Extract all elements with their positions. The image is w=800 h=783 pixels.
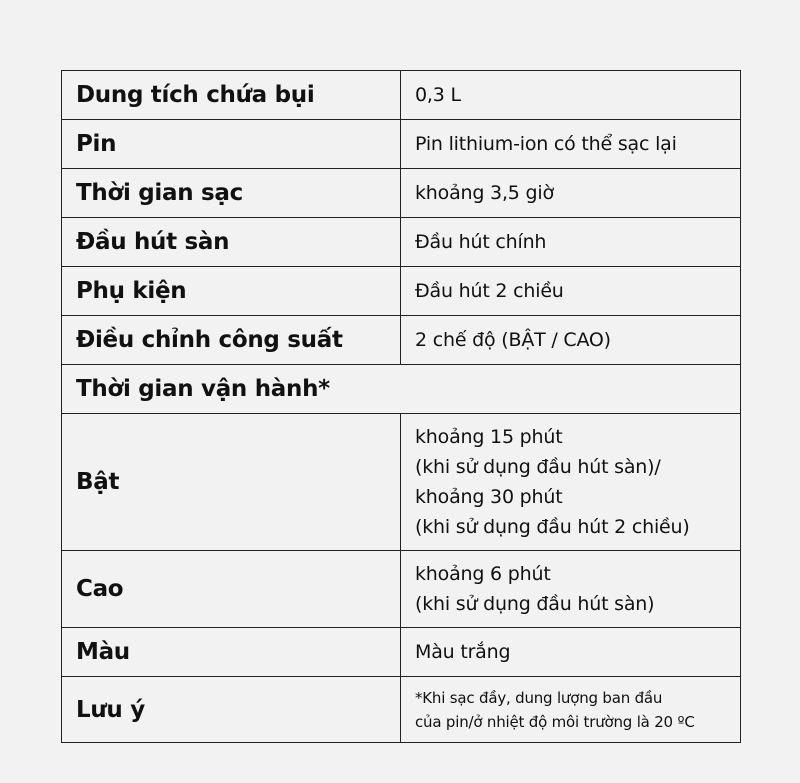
spec-label: Màu — [62, 628, 401, 677]
spec-table — [61, 70, 741, 743]
spec-label: Cao — [62, 551, 401, 628]
spec-row-on-mode — [62, 414, 741, 551]
spec-value-multiline — [401, 414, 741, 551]
spec-label: Lưu ý — [62, 677, 401, 743]
spec-value: Đầu hút chính — [401, 218, 741, 267]
spec-row-high-mode — [62, 551, 741, 628]
value-line: khoảng 15 phút — [415, 426, 563, 448]
value-line: (khi sử dụng đầu hút sàn)/ — [415, 456, 661, 478]
spec-row-charge-time — [62, 169, 741, 218]
spec-value: Màu trắng — [401, 628, 741, 677]
spec-label: Pin — [62, 120, 401, 169]
spec-value: khoảng 3,5 giờ — [401, 169, 741, 218]
spec-row-power-mode — [62, 316, 741, 365]
spec-label: Bật — [62, 414, 401, 551]
spec-row-accessory — [62, 267, 741, 316]
value-line: khoảng 30 phút — [415, 486, 563, 508]
spec-row-battery — [62, 120, 741, 169]
spec-row-dust-capacity — [62, 71, 741, 120]
spec-row-note — [62, 677, 741, 743]
spec-value: Pin lithium-ion có thể sạc lại — [401, 120, 741, 169]
spec-value: 2 chế độ (BẬT / CAO) — [401, 316, 741, 365]
spec-label: Thời gian sạc — [62, 169, 401, 218]
spec-value: Đầu hút 2 chiều — [401, 267, 741, 316]
value-line: (khi sử dụng đầu hút 2 chiều) — [415, 516, 690, 538]
note-value-multiline — [401, 677, 741, 743]
value-line: (khi sử dụng đầu hút sàn) — [415, 593, 655, 615]
spec-value-multiline — [401, 551, 741, 628]
spec-label: Dung tích chứa bụi — [62, 71, 401, 120]
note-line: của pin/ở nhiệt độ môi trường là 20 ºC — [415, 712, 695, 731]
spec-row-floor-head — [62, 218, 741, 267]
section-row-operation-time — [62, 365, 741, 414]
note-line: *Khi sạc đầy, dung lượng ban đầu — [415, 688, 663, 707]
spec-label: Đầu hút sàn — [62, 218, 401, 267]
spec-row-color — [62, 628, 741, 677]
spec-label: Điều chỉnh công suất — [62, 316, 401, 365]
spec-value: 0,3 L — [401, 71, 741, 120]
spec-label: Phụ kiện — [62, 267, 401, 316]
section-heading: Thời gian vận hành* — [62, 365, 741, 414]
value-line: khoảng 6 phút — [415, 563, 551, 585]
